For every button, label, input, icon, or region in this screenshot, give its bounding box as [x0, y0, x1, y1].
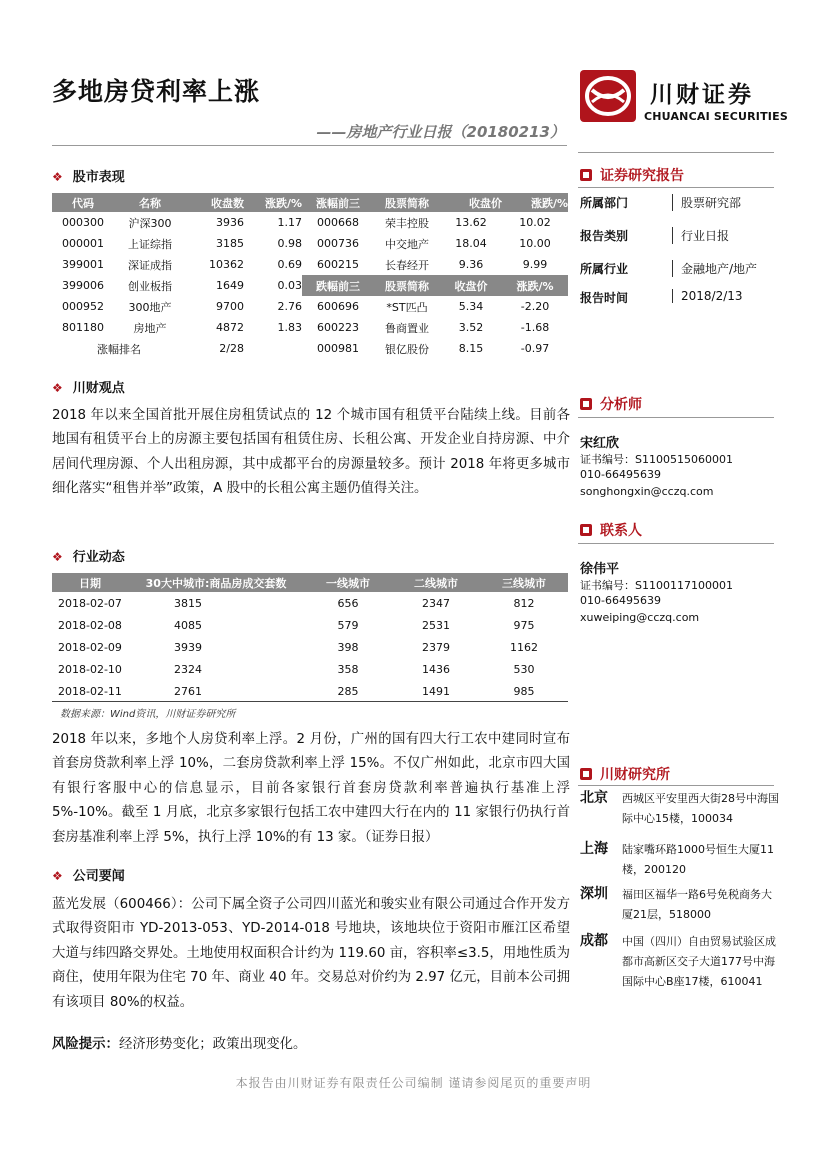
empty-cell — [244, 338, 302, 359]
index-close: 3185 — [216, 237, 244, 250]
office-address: 陆家嘴环路1000号恒生大厦11楼，200120 — [622, 843, 774, 876]
diamond-bullet-icon: ❖ — [52, 869, 63, 883]
info-label: 报告类别 — [580, 229, 629, 243]
gainer-name: 荣丰控股 — [385, 216, 429, 230]
industry-cell-total: 3939 — [174, 640, 202, 654]
industry-cell-t2: 2531 — [422, 618, 450, 632]
office-city: 深圳 — [580, 886, 608, 902]
market-header-cell: 名称 — [114, 193, 186, 212]
gainer-code: 000668 — [317, 216, 359, 229]
index-code: 000952 — [62, 300, 104, 313]
loser-name: 银亿股份 — [385, 342, 429, 356]
table-row — [52, 680, 568, 702]
square-bullet-icon — [580, 524, 592, 536]
office-address: 福田区福华一路6号免税商务大厦21层，518000 — [622, 888, 772, 921]
info-label: 报告时间 — [580, 291, 629, 305]
diamond-bullet-icon: ❖ — [52, 381, 63, 395]
logo-name-cn: 川财证券 — [650, 82, 754, 108]
report-title: 多地房贷利率上涨 — [52, 77, 261, 106]
index-change: 0.98 — [277, 237, 302, 250]
table-row — [52, 233, 568, 254]
table-row — [52, 254, 568, 275]
index-change: 0.03 — [277, 279, 302, 292]
industry-cell-t2: 1436 — [422, 662, 450, 676]
gainer-price: 9.36 — [458, 258, 484, 271]
info-label: 所属部门 — [580, 196, 629, 210]
square-bullet-icon — [580, 398, 592, 410]
industry-cell-t3: 530 — [513, 662, 535, 676]
info-value: 股票研究部 — [672, 194, 741, 211]
market-table-wrap — [52, 193, 568, 359]
analyst-name: 宋红欣 — [580, 436, 620, 451]
industry-cell-total: 4085 — [174, 618, 202, 632]
index-change: 1.17 — [277, 216, 302, 229]
section-view-heading: ❖ 川财观点 — [52, 381, 125, 396]
analyst-email[interactable]: songhongxin@cczq.com — [580, 485, 714, 498]
market-header-cell: 涨幅前三 — [302, 193, 374, 212]
industry-cell-t1: 656 — [337, 596, 359, 610]
gainer-code: 600215 — [317, 258, 359, 271]
company-logo — [580, 70, 788, 126]
industry-table — [52, 573, 568, 702]
index-close: 9700 — [216, 300, 244, 313]
sidebar-institute-heading: 川财研究所 — [580, 764, 670, 784]
loser-name: *ST匹凸 — [386, 300, 428, 314]
contact-cert: 证书编号：S1100117100001 — [580, 579, 733, 592]
industry-cell-date: 2018-02-11 — [58, 684, 122, 698]
info-value: 金融地产/地产 — [672, 260, 757, 277]
gainer-name: 长春经开 — [385, 258, 429, 272]
table-row — [52, 592, 568, 614]
company-paragraph: 蓝光发展（600466）：公司下属全资子公司四川蓝光和骏实业有限公司通过合作开发方式取得资阳市 YD-2013-053、YD-2014-018 号地块，该地块位于资阳市雁江区希望大道与纬四路交界处。土地使用权面积合计约为 119.60 亩，容积率≤3.5，用地性质为商住，使用年限为住宅 70 年、商业 40 年。交易总对价约为 2.97 亿元，目前本公司拥有该项目 80%的权益。 — [52, 897, 570, 1010]
index-code: 000001 — [62, 237, 104, 250]
logo-mark-icon — [580, 70, 636, 122]
table-row — [52, 212, 568, 233]
office-city: 上海 — [580, 841, 608, 857]
rank-label: 涨幅排名 — [97, 342, 141, 356]
table-row — [52, 338, 568, 359]
index-code: 801180 — [62, 321, 104, 334]
gainer-name: 中交地产 — [385, 237, 429, 251]
loser-change: -1.68 — [520, 321, 550, 334]
sidebar-analyst-heading: 分析师 — [580, 394, 642, 414]
industry-cell-total: 2324 — [174, 662, 202, 676]
market-header-cell: 涨跌/% — [244, 193, 302, 212]
sidebar-rule — [578, 187, 774, 188]
table-row — [52, 296, 568, 317]
industry-cell-t2: 1491 — [422, 684, 450, 698]
loser-code: 000981 — [317, 342, 359, 355]
logo-name-en: CHUANCAI SECURITIES — [644, 110, 788, 123]
header-divider — [52, 145, 567, 146]
gainer-change: 10.00 — [519, 237, 551, 250]
industry-cell-date: 2018-02-07 — [58, 596, 122, 610]
industry-cell-date: 2018-02-09 — [58, 640, 122, 654]
loser-header-cell: 股票简称 — [374, 275, 440, 296]
market-header-cell: 收盘数 — [186, 193, 244, 212]
index-change: 0.69 — [277, 258, 302, 271]
contact-email[interactable]: xuweiping@cczq.com — [580, 611, 700, 624]
market-header-cell: 代码 — [52, 193, 114, 212]
gainer-code: 000736 — [317, 237, 359, 250]
industry-table-wrap — [52, 573, 568, 702]
industry-cell-t3: 1162 — [510, 640, 538, 654]
index-code: 399006 — [62, 279, 104, 292]
table-row — [52, 275, 568, 296]
sidebar-rule — [578, 543, 774, 544]
index-code: 399001 — [62, 258, 104, 271]
office-city: 成都 — [580, 933, 608, 949]
sidebar-contact-heading: 联系人 — [580, 520, 642, 540]
sidebar-rule — [578, 785, 774, 786]
office-address: 西城区平安里西大街28号中海国际中心15楼，100034 — [622, 792, 779, 825]
info-value: 行业日报 — [672, 227, 729, 244]
risk-line — [52, 1033, 306, 1052]
industry-cell-total: 3815 — [174, 596, 202, 610]
loser-price: 5.34 — [458, 300, 484, 313]
industry-header-cell: 二线城市 — [392, 573, 480, 592]
index-close: 1649 — [216, 279, 244, 292]
data-source-note: 数据来源：Wind资讯，川财证券研究所 — [60, 709, 236, 720]
index-close: 4872 — [216, 321, 244, 334]
info-label: 所属行业 — [580, 262, 629, 276]
table-bottom-rule — [52, 701, 568, 702]
rank-value: 2/28 — [219, 342, 244, 355]
index-name: 上证综指 — [128, 237, 172, 251]
loser-code: 600696 — [317, 300, 359, 313]
gainer-price: 13.62 — [455, 216, 487, 229]
market-table — [52, 193, 568, 359]
gainer-change: 9.99 — [522, 258, 548, 271]
contact-phone: 010-66495639 — [580, 594, 661, 607]
index-name: 沪深300 — [128, 216, 172, 230]
industry-cell-t2: 2347 — [422, 596, 450, 610]
diamond-bullet-icon: ❖ — [52, 170, 63, 184]
info-value: 2018/2/13 — [672, 289, 743, 303]
industry-cell-date: 2018-02-10 — [58, 662, 122, 676]
risk-text: 经济形势变化；政策出现变化。 — [118, 1037, 307, 1052]
index-close: 10362 — [209, 258, 244, 271]
index-name: 深证成指 — [128, 258, 172, 272]
industry-header-cell: 三线城市 — [480, 573, 568, 592]
index-name: 创业板指 — [128, 279, 172, 293]
index-change: 1.83 — [277, 321, 302, 334]
industry-table-header — [52, 573, 568, 592]
risk-label: 风险提示： — [52, 1037, 119, 1052]
industry-cell-t1: 398 — [337, 640, 359, 654]
industry-header-cell: 一线城市 — [304, 573, 392, 592]
industry-cell-date: 2018-02-08 — [58, 618, 122, 632]
index-code: 000300 — [62, 216, 104, 229]
index-change: 2.76 — [277, 300, 302, 313]
square-bullet-icon — [580, 169, 592, 181]
section-market-heading: ❖ 股市表现 — [52, 170, 125, 185]
office-city: 北京 — [580, 790, 608, 806]
table-row — [52, 317, 568, 338]
report-subtitle: ——房地产行业日报（20180213） — [316, 123, 565, 141]
loser-name: 鲁商置业 — [385, 321, 429, 335]
market-header-cell: 涨跌/% — [502, 193, 568, 212]
loser-header-cell: 涨跌/% — [502, 275, 568, 296]
view-paragraph: 2018 年以来全国首批开展住房租赁试点的 12 个城市国有租赁平台陆续上线。目前各地国有租赁平台上的房源主要包括国有租赁住房、长租公寓、开发企业自持房源、中介居间代理房源、个人出租房源，其中成都平台的房源量较多。预计 2018 年将更多城市细化落实“租售并举”政策，A 股中的长租公寓主题仍值得关注。 — [52, 408, 570, 497]
table-row — [52, 658, 568, 680]
industry-cell-t3: 985 — [513, 684, 535, 698]
industry-paragraph: 2018 年以来，多地个人房贷利率上浮。2 月份，广州的国有四大行工农中建同时宣布首套房贷款利率上浮 10%，二套房贷款利率上浮 15%。不仅广州如此，北京市四大国有银行客服中心的信息显示，目前各家银行首套房贷款利率普遍执行基准上浮 5%-10%。截至 1 月底，北京多家银行包括工农中建四大行在内的 11 家银行仍执行首套房基准利率上浮 5%，执行上浮 10%的有 13 家。（证券日报） — [52, 732, 570, 845]
market-table-header — [52, 193, 568, 212]
section-company-heading: ❖ 公司要闻 — [52, 869, 125, 884]
table-row — [52, 636, 568, 658]
index-name: 房地产 — [133, 321, 167, 335]
page-footer: 本报告由川财证券有限责任公司编制 谨请参阅尾页的重要声明 — [235, 1076, 592, 1090]
industry-cell-t1: 285 — [337, 684, 359, 698]
loser-header-cell: 收盘价 — [440, 275, 502, 296]
industry-cell-t3: 812 — [513, 596, 535, 610]
loser-change: -2.20 — [520, 300, 550, 313]
diamond-bullet-icon: ❖ — [52, 550, 63, 564]
analyst-cert: 证书编号：S1100515060001 — [580, 453, 733, 466]
industry-cell-t3: 975 — [513, 618, 535, 632]
market-header-cell: 收盘价 — [440, 193, 502, 212]
industry-header-cell: 日期 — [52, 573, 128, 592]
industry-cell-t1: 579 — [337, 618, 359, 632]
loser-code: 600223 — [317, 321, 359, 334]
table-row — [52, 614, 568, 636]
market-header-cell: 股票简称 — [374, 193, 440, 212]
sidebar-rule — [578, 417, 774, 418]
loser-price: 3.52 — [458, 321, 484, 334]
sidebar-report-heading: 证券研究报告 — [580, 165, 684, 185]
loser-change: -0.97 — [520, 342, 550, 355]
industry-cell-t2: 2379 — [422, 640, 450, 654]
contact-name: 徐伟平 — [580, 562, 620, 577]
gainer-change: 10.02 — [519, 216, 551, 229]
industry-header-cell: 30大中城市:商品房成交套数 — [128, 573, 304, 592]
industry-cell-total: 2761 — [174, 684, 202, 698]
office-address: 中国（四川）自由贸易试验区成都市高新区交子大道177号中海国际中心B座17楼，610041 — [622, 935, 776, 988]
square-bullet-icon — [580, 768, 592, 780]
gainer-price: 18.04 — [455, 237, 487, 250]
section-industry-heading: ❖ 行业动态 — [52, 550, 125, 565]
sidebar-top-rule — [578, 152, 774, 153]
loser-price: 8.15 — [458, 342, 484, 355]
index-name: 300地产 — [128, 300, 172, 314]
index-close: 3936 — [216, 216, 244, 229]
industry-cell-t1: 358 — [337, 662, 359, 676]
loser-header-cell: 跌幅前三 — [302, 275, 374, 296]
analyst-phone: 010-66495639 — [580, 468, 661, 481]
